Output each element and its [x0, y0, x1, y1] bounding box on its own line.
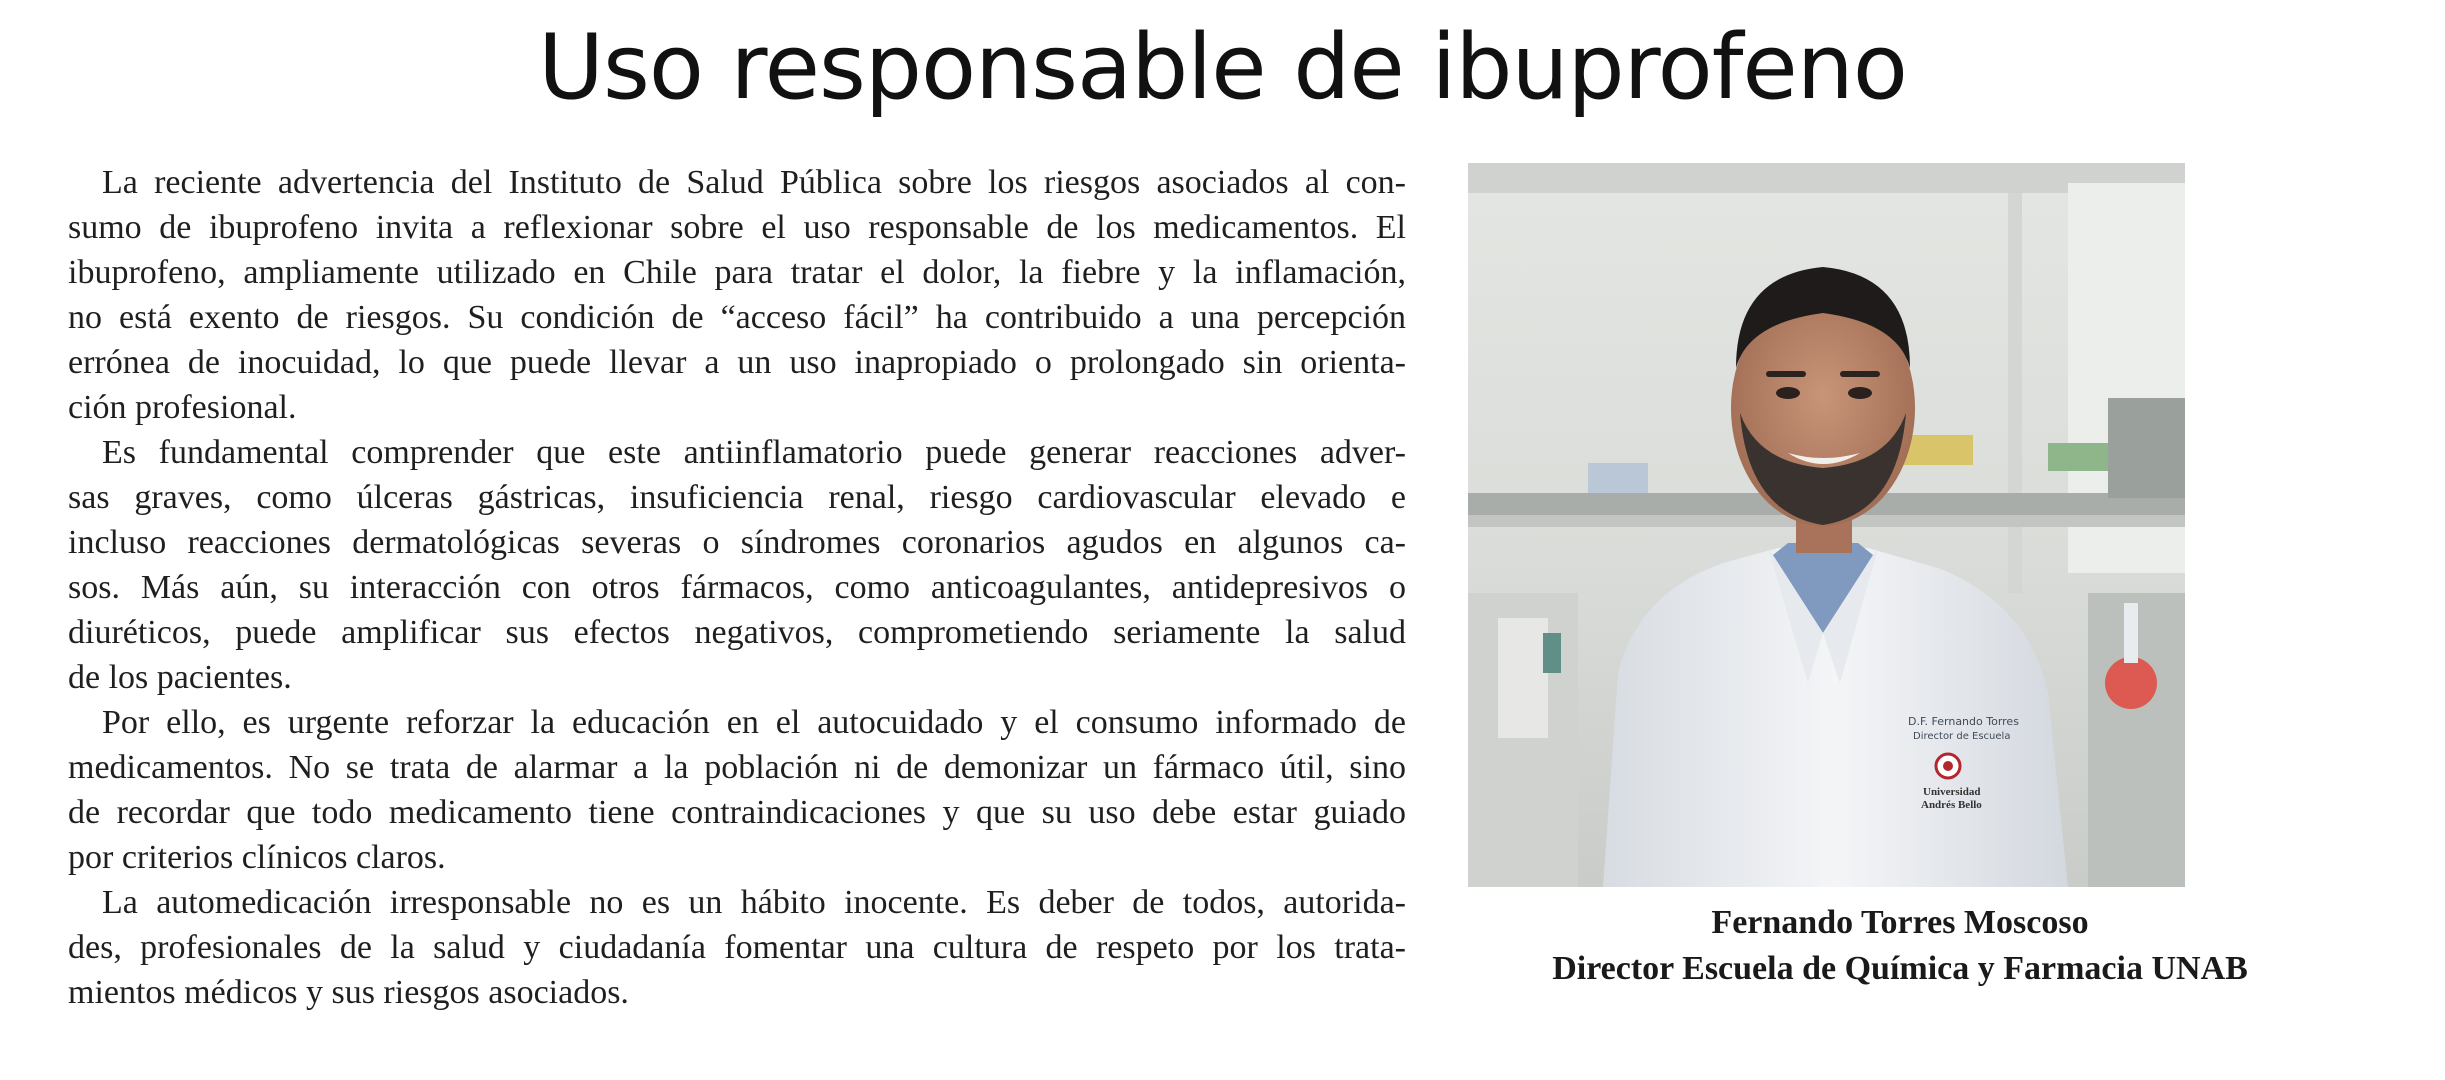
photo-caption: [1420, 900, 2380, 992]
article-line: medicamentos. No se trata de alarmar a la población ni de demonizar un fármaco útil, sino: [68, 749, 1406, 786]
article-line: La automedicación irresponsable no es un hábito inocente. Es deber de todos, autorida-: [102, 884, 1406, 921]
article-line: ción profesional.: [68, 389, 297, 426]
article-line: mientos médicos y sus riesgos asociados.: [68, 974, 629, 1011]
article-body: [68, 160, 1406, 1015]
article-paragraph: [68, 700, 1406, 880]
author-photo: [1468, 163, 2185, 887]
article-line: incluso reacciones dermatológicas severas o síndromes coronarios agudos en algunos ca-: [68, 524, 1406, 561]
article-paragraph: [68, 430, 1406, 700]
coat-embroidery-name: D.F. Fernando Torres: [1908, 715, 2019, 728]
caption-author-role: Director Escuela de Química y Farmacia UNAB: [1552, 950, 2248, 987]
article-line: sumo de ibuprofeno invita a reflexionar sobre el uso responsable de los medicamentos. El: [68, 209, 1406, 246]
article-paragraph: [68, 880, 1406, 1015]
coat-logo-name: Andrés Bello: [1921, 799, 1982, 811]
article-line: por criterios clínicos claros.: [68, 839, 446, 876]
article-line: no está exento de riesgos. Su condición de “acceso fácil” ha contribuido a una percepción: [68, 299, 1406, 336]
article-line: des, profesionales de la salud y ciudadanía fomentar una cultura de respeto por los trata-: [68, 929, 1406, 966]
article-line: ibuprofeno, ampliamente utilizado en Chile para tratar el dolor, la fiebre y la inflamación,: [68, 254, 1406, 291]
coat-logo-university: Universidad: [1923, 786, 1981, 798]
article-line: diuréticos, puede amplificar sus efectos negativos, comprometiendo seriamente la salud: [68, 614, 1406, 651]
article-line: errónea de inocuidad, lo que puede llevar a un uso inapropiado o prolongado sin orienta-: [68, 344, 1406, 381]
university-logo: [1936, 754, 1960, 778]
article-line: de recordar que todo medicamento tiene contraindicaciones y que su uso debe estar guiado: [68, 794, 1406, 831]
article-line: sas graves, como úlceras gástricas, insuficiencia renal, riesgo cardiovascular elevado e: [68, 479, 1406, 516]
article-line: Por ello, es urgente reforzar la educación en el autocuidado y el consumo informado de: [102, 704, 1406, 741]
article-line: Es fundamental comprender que este antiinflamatorio puede generar reacciones adver-: [102, 434, 1406, 471]
article-line: de los pacientes.: [68, 659, 292, 696]
article-line: sos. Más aún, su interacción con otros fármacos, como anticoagulantes, antidepresivos o: [68, 569, 1406, 606]
article-headline: Uso responsable de ibuprofeno: [538, 15, 1907, 120]
article-line: La reciente advertencia del Instituto de Salud Pública sobre los riesgos asociados al con-: [102, 164, 1406, 201]
article-paragraph: [68, 160, 1406, 430]
coat-embroidery-role: Director de Escuela: [1913, 731, 2011, 742]
caption-author-name: Fernando Torres Moscoso: [1711, 904, 2089, 941]
